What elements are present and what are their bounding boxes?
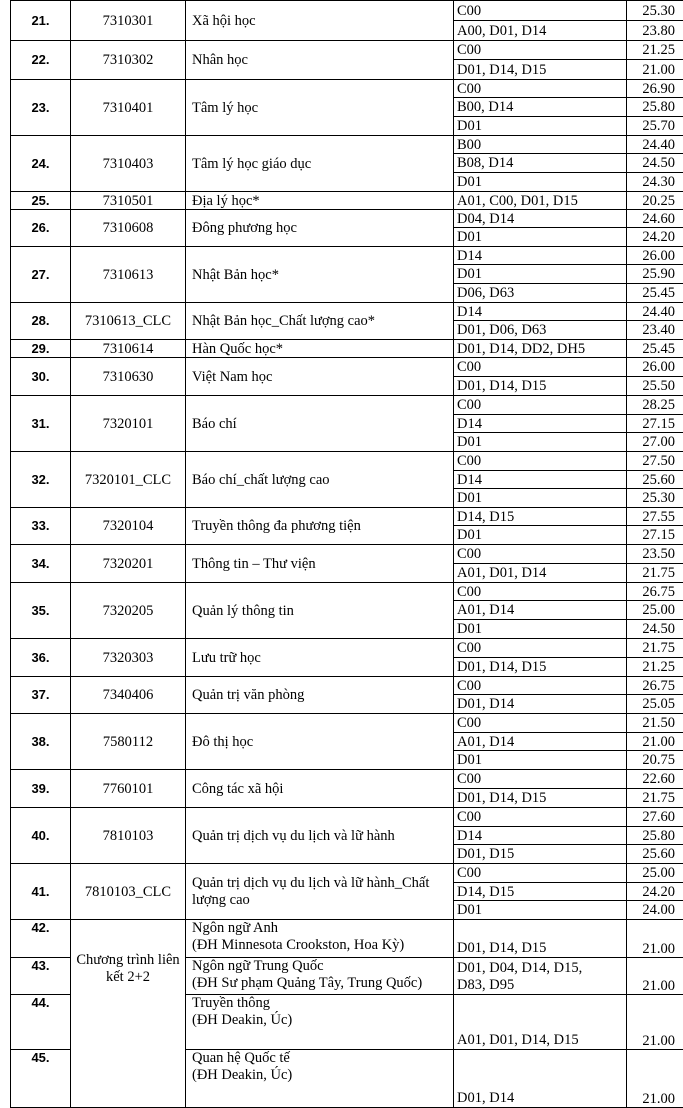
subject-combination: D14, D15 — [454, 883, 627, 901]
subject-combination: C00 — [454, 41, 627, 60]
table-row — [11, 920, 683, 958]
admission-score: 21.25 — [627, 658, 683, 677]
major-code: 7310301 — [71, 1, 186, 41]
admission-score: 25.80 — [627, 827, 683, 845]
major-title: Quan hệ Quốc tế — [192, 1050, 450, 1067]
admission-score: 21.75 — [627, 564, 683, 583]
subject-combination: A01, D14 — [454, 601, 627, 620]
subject-combination: D01, D14, D15 — [454, 377, 627, 396]
major-name: Báo chí — [186, 396, 454, 452]
row-number: 45. — [11, 1050, 71, 1108]
admission-score: 24.20 — [627, 883, 683, 901]
admission-score: 21.75 — [627, 639, 683, 658]
major-code: 7310302 — [71, 41, 186, 80]
row-number: 42. — [11, 920, 71, 958]
admission-score: 23.40 — [627, 321, 683, 340]
subject-combination: D14, D15 — [454, 508, 627, 526]
admission-score: 25.00 — [627, 864, 683, 883]
major-name — [186, 995, 454, 1050]
row-number: 26. — [11, 210, 71, 247]
admission-score: 24.60 — [627, 210, 683, 228]
subject-combination: D14 — [454, 247, 627, 265]
subject-combination: D01 — [454, 526, 627, 545]
major-name: Nhật Bản học_Chất lượng cao* — [186, 303, 454, 340]
major-code: 7310613 — [71, 247, 186, 303]
subject-combination: D01, D14, D15 — [454, 60, 627, 80]
major-name: Báo chí_chất lượng cao — [186, 452, 454, 508]
subject-combination: D01, D14, D15 — [454, 789, 627, 808]
subject-combination: A00, D01, D14 — [454, 21, 627, 41]
row-number: 41. — [11, 864, 71, 920]
admission-score: 27.55 — [627, 508, 683, 526]
major-code: 7310614 — [71, 340, 186, 358]
admission-score: 21.00 — [627, 920, 683, 958]
admission-score: 25.30 — [627, 1, 683, 21]
subject-combination: D14 — [454, 303, 627, 321]
major-code: 7310613_CLC — [71, 303, 186, 340]
subject-combination: C00 — [454, 545, 627, 564]
major-code: 7310608 — [71, 210, 186, 247]
subject-combination: C00 — [454, 452, 627, 471]
major-name: Quản trị dịch vụ du lịch và lữ hành — [186, 808, 454, 864]
admission-score: 25.30 — [627, 489, 683, 508]
subject-combination: D01, D14, DD2, DH5 — [454, 340, 627, 358]
subject-combination: C00 — [454, 396, 627, 415]
combination-line: A01, D01, D14, D15 — [457, 1032, 623, 1049]
admission-score: 23.80 — [627, 21, 683, 41]
major-code: 7320104 — [71, 508, 186, 545]
table-row — [11, 677, 683, 695]
table-row — [11, 639, 683, 658]
major-name: Xã hội học — [186, 1, 454, 41]
major-title: Ngôn ngữ Anh — [192, 920, 450, 937]
subject-combination: A01, D01, D14 — [454, 564, 627, 583]
row-number: 44. — [11, 995, 71, 1050]
subject-combination: D01 — [454, 117, 627, 136]
subject-combination: D01 — [454, 265, 627, 284]
major-title: Ngôn ngữ Trung Quốc — [192, 958, 450, 975]
admission-score: 21.75 — [627, 789, 683, 808]
admission-score: 24.40 — [627, 136, 683, 154]
table-row — [11, 583, 683, 601]
admission-score: 21.00 — [627, 958, 683, 995]
major-name: Nhân học — [186, 41, 454, 80]
admission-score: 21.00 — [627, 1050, 683, 1108]
subject-combination: C00 — [454, 639, 627, 658]
table-row — [11, 80, 683, 98]
subject-combination: C00 — [454, 808, 627, 827]
subject-combination: D01 — [454, 751, 627, 770]
major-code: 7760101 — [71, 770, 186, 808]
table-row — [11, 358, 683, 377]
admission-score: 25.05 — [627, 695, 683, 714]
major-code: 7320303 — [71, 639, 186, 677]
table-row — [11, 545, 683, 564]
table-row — [11, 340, 683, 358]
subject-combination: D01 — [454, 228, 627, 247]
subject-combination: D01 — [454, 901, 627, 920]
major-title: Truyền thông — [192, 995, 450, 1012]
major-name — [186, 958, 454, 995]
admission-score: 22.60 — [627, 770, 683, 789]
subject-combination: C00 — [454, 1, 627, 21]
major-name — [186, 920, 454, 958]
admission-score: 26.75 — [627, 583, 683, 601]
major-name: Công tác xã hội — [186, 770, 454, 808]
major-code: 7320201 — [71, 545, 186, 583]
major-code: 7810103_CLC — [71, 864, 186, 920]
major-name: Tâm lý học giáo dục — [186, 136, 454, 192]
subject-combination — [454, 1050, 627, 1108]
admission-score: 25.90 — [627, 265, 683, 284]
admission-score: 24.30 — [627, 173, 683, 192]
admission-score: 21.00 — [627, 733, 683, 751]
subject-combination: D01 — [454, 173, 627, 192]
subject-combination: D14 — [454, 415, 627, 433]
admission-score: 23.50 — [627, 545, 683, 564]
admission-score: 26.00 — [627, 247, 683, 265]
combination-line: D01, D14, D15 — [457, 940, 623, 957]
admission-score: 24.50 — [627, 154, 683, 173]
subject-combination: B00 — [454, 136, 627, 154]
major-code: 7310403 — [71, 136, 186, 192]
admission-score: 25.70 — [627, 117, 683, 136]
partner-university: (ĐH Deakin, Úc) — [192, 1012, 450, 1029]
major-code: 7580112 — [71, 714, 186, 770]
row-number: 37. — [11, 677, 71, 714]
admission-score: 26.75 — [627, 677, 683, 695]
row-number: 28. — [11, 303, 71, 340]
major-name: Việt Nam học — [186, 358, 454, 396]
admission-score: 24.50 — [627, 620, 683, 639]
combination-line: D83, D95 — [457, 977, 623, 994]
major-name: Đô thị học — [186, 714, 454, 770]
row-number: 29. — [11, 340, 71, 358]
program-name: Chương trình liên kết 2+2 — [71, 920, 186, 1108]
row-number: 38. — [11, 714, 71, 770]
major-name: Hàn Quốc học* — [186, 340, 454, 358]
subject-combination: D14 — [454, 471, 627, 489]
major-name: Nhật Bản học* — [186, 247, 454, 303]
admission-score: 25.80 — [627, 98, 683, 117]
table-row — [11, 192, 683, 210]
table-row — [11, 303, 683, 321]
row-number: 39. — [11, 770, 71, 808]
table-row — [11, 808, 683, 827]
major-name: Quản trị văn phòng — [186, 677, 454, 714]
subject-combination: D01, D15 — [454, 845, 627, 864]
subject-combination: B08, D14 — [454, 154, 627, 173]
major-name: Địa lý học* — [186, 192, 454, 210]
row-number: 31. — [11, 396, 71, 452]
table-row — [11, 210, 683, 228]
row-number: 36. — [11, 639, 71, 677]
admission-score: 24.00 — [627, 901, 683, 920]
subject-combination: D01 — [454, 489, 627, 508]
subject-combination: D01 — [454, 620, 627, 639]
subject-combination: D04, D14 — [454, 210, 627, 228]
major-code: 7310630 — [71, 358, 186, 396]
admission-score-table — [10, 0, 683, 1108]
row-number: 35. — [11, 583, 71, 639]
combination-line: D01, D04, D14, D15, — [457, 960, 623, 977]
subject-combination — [454, 958, 627, 995]
row-number: 27. — [11, 247, 71, 303]
admission-score: 27.60 — [627, 808, 683, 827]
partner-university: (ĐH Minnesota Crookston, Hoa Kỳ) — [192, 937, 450, 954]
major-name: Quản lý thông tin — [186, 583, 454, 639]
admission-score: 27.00 — [627, 433, 683, 452]
subject-combination: D14 — [454, 827, 627, 845]
admission-score: 25.60 — [627, 471, 683, 489]
row-number: 32. — [11, 452, 71, 508]
table-row — [11, 247, 683, 265]
subject-combination: C00 — [454, 864, 627, 883]
major-code: 7310501 — [71, 192, 186, 210]
admission-score: 20.75 — [627, 751, 683, 770]
subject-combination: D06, D63 — [454, 284, 627, 303]
row-number: 24. — [11, 136, 71, 192]
subject-combination: C00 — [454, 714, 627, 733]
row-number: 23. — [11, 80, 71, 136]
subject-combination: A01, D14 — [454, 733, 627, 751]
admission-score: 25.45 — [627, 284, 683, 303]
admission-score: 27.15 — [627, 526, 683, 545]
major-name: Quản trị dịch vụ du lịch và lữ hành_Chất lượng cao — [186, 864, 454, 920]
major-name: Thông tin – Thư viện — [186, 545, 454, 583]
table-row — [11, 864, 683, 883]
subject-combination: D01, D14 — [454, 695, 627, 714]
table-row — [11, 1, 683, 21]
row-number: 21. — [11, 1, 71, 41]
table-row — [11, 714, 683, 733]
admission-score: 25.50 — [627, 377, 683, 396]
major-name — [186, 1050, 454, 1108]
admission-score: 20.25 — [627, 192, 683, 210]
admission-score: 26.90 — [627, 80, 683, 98]
major-code: 7810103 — [71, 808, 186, 864]
table-row — [11, 770, 683, 789]
partner-university: (ĐH Deakin, Úc) — [192, 1067, 450, 1084]
major-code: 7310401 — [71, 80, 186, 136]
admission-score: 27.50 — [627, 452, 683, 471]
major-name: Đông phương học — [186, 210, 454, 247]
combination-line: D01, D14 — [457, 1090, 623, 1107]
major-name: Truyền thông đa phương tiện — [186, 508, 454, 545]
row-number: 43. — [11, 958, 71, 995]
admission-score: 21.50 — [627, 714, 683, 733]
admission-score: 21.00 — [627, 995, 683, 1050]
partner-university: (ĐH Sư phạm Quảng Tây, Trung Quốc) — [192, 975, 450, 992]
admission-score: 24.20 — [627, 228, 683, 247]
major-code: 7320205 — [71, 583, 186, 639]
subject-combination: A01, C00, D01, D15 — [454, 192, 627, 210]
admission-score: 21.00 — [627, 60, 683, 80]
subject-combination: C00 — [454, 80, 627, 98]
admission-score: 21.25 — [627, 41, 683, 60]
row-number: 34. — [11, 545, 71, 583]
row-number: 25. — [11, 192, 71, 210]
subject-combination: D01, D14, D15 — [454, 658, 627, 677]
major-code: 7320101 — [71, 396, 186, 452]
subject-combination: D01 — [454, 433, 627, 452]
admission-score: 28.25 — [627, 396, 683, 415]
admission-score: 25.45 — [627, 340, 683, 358]
admission-score: 24.40 — [627, 303, 683, 321]
admission-score: 27.15 — [627, 415, 683, 433]
major-name: Lưu trữ học — [186, 639, 454, 677]
table-row — [11, 452, 683, 471]
table-row — [11, 396, 683, 415]
subject-combination: D01, D06, D63 — [454, 321, 627, 340]
subject-combination — [454, 920, 627, 958]
row-number: 30. — [11, 358, 71, 396]
table-row — [11, 136, 683, 154]
subject-combination: C00 — [454, 358, 627, 377]
subject-combination: C00 — [454, 770, 627, 789]
subject-combination — [454, 995, 627, 1050]
admission-score: 25.00 — [627, 601, 683, 620]
subject-combination: C00 — [454, 677, 627, 695]
row-number: 40. — [11, 808, 71, 864]
row-number: 22. — [11, 41, 71, 80]
major-code: 7320101_CLC — [71, 452, 186, 508]
table-row — [11, 508, 683, 526]
major-code: 7340406 — [71, 677, 186, 714]
row-number: 33. — [11, 508, 71, 545]
subject-combination: C00 — [454, 583, 627, 601]
major-name: Tâm lý học — [186, 80, 454, 136]
table-row — [11, 41, 683, 60]
admission-score: 25.60 — [627, 845, 683, 864]
admission-score: 26.00 — [627, 358, 683, 377]
subject-combination: B00, D14 — [454, 98, 627, 117]
